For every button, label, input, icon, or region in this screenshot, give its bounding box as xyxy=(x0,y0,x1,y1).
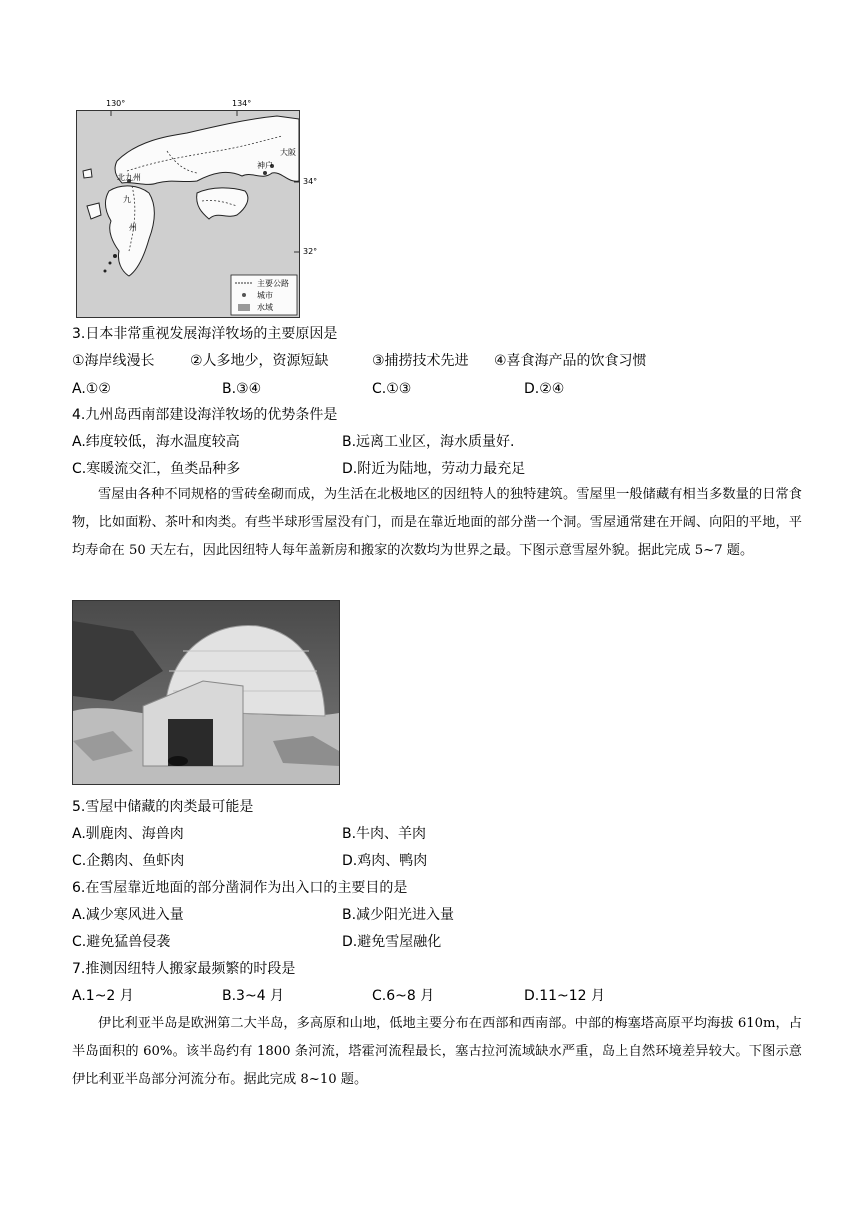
q6-option-a: A.减少寒风进入量 xyxy=(72,907,184,923)
passage-igloo: 雪屋由各种不同规格的雪砖垒砌而成，为生活在北极地区的因纽特人的独特建筑。雪屋里一般储藏有相当多数量的日常食物，比如面粉、茶叶和肉类。有些半球形雪屋没有门，而是在靠近地面的部分凿一个洞。雪屋通常建在开阔、向阳的平地，平均寿命在 50 天左右，因此因纽特人每年盖新房和搬家的次数均为世界之最。下图示意雪屋外貌。据此完成 5~7 题。 xyxy=(72,487,802,558)
igloo-illustration xyxy=(73,601,339,784)
place-label-shu: 州 xyxy=(129,223,137,232)
q3-option-d: D.②④ xyxy=(524,381,565,397)
legend-road: 主要公路 xyxy=(257,279,289,288)
q3-statement-4: ④喜食海产品的饮食习惯 xyxy=(494,353,647,369)
q3-stem: 3.日本非常重视发展海洋牧场的主要原因是 xyxy=(72,326,338,342)
q3-statement-1: ①海岸线漫长 xyxy=(72,353,155,369)
lon-label-134: 134° xyxy=(232,99,252,108)
legend-water: 水域 xyxy=(257,303,273,312)
place-label-osaka: 大阪 xyxy=(280,148,296,157)
lat-label-32: 32° xyxy=(303,247,318,256)
q4-option-d: D.附近为陆地，劳动力最充足 xyxy=(342,461,526,477)
q3-statement-2: ②人多地少，资源短缺 xyxy=(190,353,329,369)
q5-option-c: C.企鹅肉、鱼虾肉 xyxy=(72,853,185,869)
q5-option-a: A.驯鹿肉、海兽肉 xyxy=(72,826,184,842)
passage-iberia: 伊比利亚半岛是欧洲第二大半岛，多高原和山地，低地主要分布在西部和西南部。中部的梅塞塔高原平均海拔 610m，占半岛面积的 60%。该半岛约有 1800 条河流，塔霍河流程最长，塞古拉河流域缺水严重，岛上自然环境差异较大。下图示意伊比利亚半岛部分河流分布。据此完成 8~10 题。 xyxy=(72,1016,802,1087)
legend-city: 城市 xyxy=(257,291,273,300)
q3-option-c: C.①③ xyxy=(372,381,412,397)
q3-option-a: A.①② xyxy=(72,381,111,397)
q6-option-b: B.减少阳光进入量 xyxy=(342,907,455,923)
q3-statement-3: ③捕捞技术先进 xyxy=(372,353,469,369)
q6-option-c: C.避免猛兽侵袭 xyxy=(72,934,171,950)
place-label-kyu: 九 xyxy=(123,195,131,204)
q4-option-a: A.纬度较低，海水温度较高 xyxy=(72,434,240,450)
lon-label-130: 130° xyxy=(106,99,126,108)
q7-option-d: D.11~12 月 xyxy=(524,988,606,1004)
q7-option-a: A.1~2 月 xyxy=(72,988,134,1004)
place-label-kobe: 神户 xyxy=(257,161,273,170)
place-label-kitakyushu: 北九州 xyxy=(117,173,141,182)
q6-stem: 6.在雪屋靠近地面的部分凿洞作为出入口的主要目的是 xyxy=(72,880,408,896)
q5-option-b: B.牛肉、羊肉 xyxy=(342,826,427,842)
q5-option-d: D.鸡肉、鸭肉 xyxy=(342,853,428,869)
q4-option-c: C.寒暖流交汇，鱼类品种多 xyxy=(72,461,241,477)
lat-label-34: 34° xyxy=(303,177,318,186)
igloo-photo xyxy=(72,600,340,785)
q3-option-b: B.③④ xyxy=(222,381,262,397)
q6-option-d: D.避免雪屋融化 xyxy=(342,934,442,950)
q4-option-b: B.远离工业区，海水质量好. xyxy=(342,434,515,450)
q4-stem: 4.九州岛西南部建设海洋牧场的优势条件是 xyxy=(72,407,338,423)
q7-stem: 7.推测因纽特人搬家最频繁的时段是 xyxy=(72,961,296,977)
q7-option-b: B.3~4 月 xyxy=(222,988,285,1004)
q7-option-c: C.6~8 月 xyxy=(372,988,435,1004)
japan-map xyxy=(76,110,300,318)
q5-stem: 5.雪屋中储藏的肉类最可能是 xyxy=(72,799,254,815)
